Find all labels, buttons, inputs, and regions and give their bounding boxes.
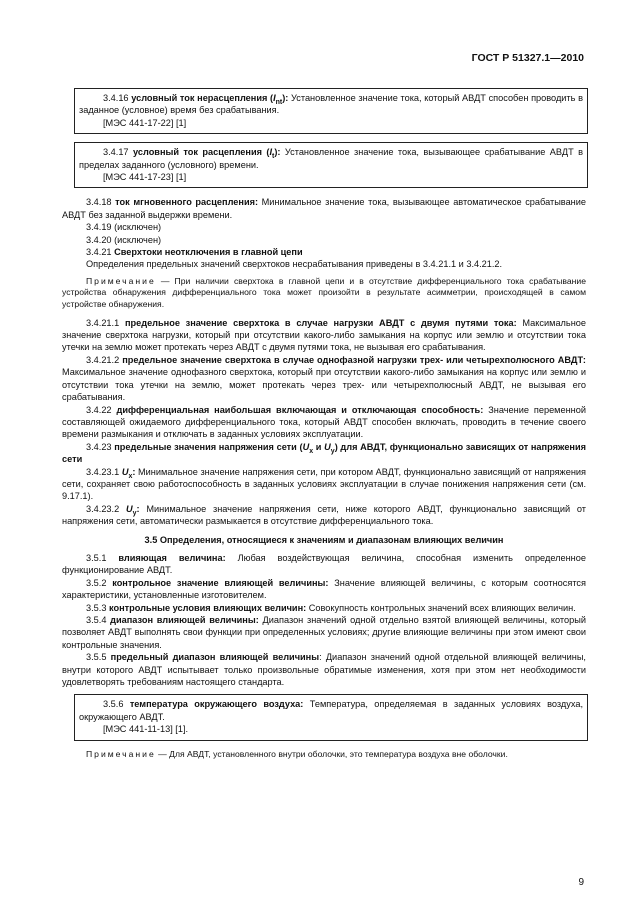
clause-number: 3.4.16: [103, 93, 129, 103]
term: температура окружающего воздуха:: [129, 699, 304, 710]
clause-number: 3.4.17: [103, 147, 129, 158]
clause-3-4-21-text: Определения предельных значений сверхтоков несрабатывания приведены в 3.4.21.1 и 3.4.21.2.: [86, 259, 503, 270]
symbol: I: [269, 147, 272, 158]
clause-3-4-18: 3.4.18 ток мгновенного расцепления: Минимальное значение тока, вызывающее автоматическое срабатывание АВДТ без заданной выдержки времени.: [62, 197, 586, 220]
note-2: Примечание — Для АВДТ, установленного внутри оболочки, это температура воздуха вне оболочки.: [86, 748, 508, 759]
note-1: Примечание — При наличии сверхтока в главной цепи и в отсутствие дифференциального тока срабатывание устройства обнаружения дифференциального тока может произойти в результате асимметрии, происходящей в самом устройстве обнаружения.: [62, 275, 587, 310]
clause-number: 3.5.6: [103, 699, 124, 710]
reference: [МЭС 441-17-22] [1]: [103, 117, 187, 128]
definition: Установленное значение тока, вызывающее срабатывание АВДТ в пределах заданного (условного) времени.: [79, 147, 583, 170]
clause-3-4-21: 3.4.21 Сверхтоки неотключения в главной цепи: [86, 247, 303, 258]
clause-3-4-21-1: 3.4.21.1 предельное значение сверхтока в случае нагрузки АВДТ с двумя путями тока: Максимальное значение сверхтока нагрузки, который при отсутствии какого-либо замыкания на корпус или землю и отсутствии тока утечки на землю может протекать через АВДТ с двумя путями тока, не вызывая его срабатывания.: [62, 317, 586, 353]
definition-box-3-5-6: [74, 694, 588, 740]
clause-3-5-2: 3.5.2 контрольное значение влияющей величины: Значение влияющей величины, с которым соотносятся характеристики, установленные изготовителем.: [62, 577, 586, 601]
symbol: I: [273, 93, 276, 103]
section-3-5-title: 3.5 Определения, относящиеся к значениям и диапазонам влияющих величин: [144, 534, 504, 545]
clause-3-5-4: 3.5.4 диапазон влияющей величины: Диапазон значений одной отдельно взятой влияющей величины, который позволяет АВДТ выполнять свои функции при определенных условиях; другие влияющие величины при этом имеют свои контрольные значения.: [62, 615, 586, 650]
clause-3-4-21-2: 3.4.21.2 предельное значение сверхтока в случае однофазной нагрузки трех- или четырехполюсного АВДТ: Максимальное значение однофазного сверхтока, который при отсутствии какого-либо замыкания на корпус или землю и отсутствии тока утечки на землю, может протекать через трех- или четырехполюсный АВДТ, не вызывая его срабатывания.: [62, 354, 586, 403]
definition: Установленное значение тока, который АВДТ способен проводить в заданное (условное) время без срабатывания.: [79, 93, 583, 116]
symbol-subscript: nt: [275, 98, 283, 106]
clause-3-4-23-2: 3.4.23.2 $U_y$: Минимальное значение напряжения сети, ниже которого АВДТ, функционально зависящий от напряжения сети, автоматически размыкается в отсутствие дифференциального тока.: [62, 503, 586, 527]
clause-3-5-5: 3.5.5 предельный диапазон влияющей величины: Диапазон значений одной отдельной влияющей величины, внутри которого АВДТ испытывает только произвольные обратимые изменения, хотя при этом нет необходимости удовлетворять требованиям настоящего стандарта.: [62, 652, 586, 688]
page-content: [62, 88, 586, 766]
document-header: ГОСТ Р 51327.1—2010: [471, 52, 584, 64]
reference: [МЭС 441-11-13] [1].: [103, 724, 189, 735]
term: условный ток расцепления (: [132, 147, 270, 158]
page-number: 9: [578, 876, 584, 888]
clause-3-4-23: 3.4.23 предельные значения напряжения сети ($U_x$ и $U_y$) для АВДТ, функционально зависящих от напряжения сети: [62, 441, 586, 465]
clause-3-4-19: 3.4.19 (исключен): [86, 222, 162, 233]
definition-box-3-4-17: [74, 142, 588, 188]
term-end: ):: [274, 147, 281, 158]
clause-3-5-3: 3.5.3 контрольные условия влияющих величин: Совокупность контрольных значений всех влияющих величин.: [86, 602, 576, 613]
term: условный ток нерасцепления (: [131, 93, 274, 103]
term-end: ):: [282, 93, 289, 103]
reference: [МЭС 441-17-23] [1]: [103, 172, 187, 183]
clause-3-5-1: 3.5.1 влияющая величина: Любая воздействующая величина, способная изменить определенное функционирование АВДТ.: [62, 552, 586, 576]
symbol-subscript: t: [272, 153, 275, 161]
clause-3-4-22: 3.4.22 дифференциальная наибольшая включающая и отключающая способность: Значение переменной составляющей ожидаемого дифференциального тока, который АВДТ способен включать, проводить в течение своего времени размыкания и отключать в заданных условиях эксплуатации.: [62, 404, 586, 440]
definition-box-3-4-16: [74, 88, 588, 134]
definition: Температура, определяемая в заданных условиях воздуха, окружающего АВДТ.: [79, 699, 584, 722]
clause-3-4-23-1: 3.4.23.1 $U_x$: Минимальное значение напряжения сети, при котором АВДТ, функционально зависящий от напряжения сети, сохраняет свою работоспособность в заданных условиях эксплуатации в случае понижения напряжения сети (см. 9.17.1).: [62, 466, 586, 502]
clause-3-4-20: 3.4.20 (исключен): [86, 234, 162, 245]
